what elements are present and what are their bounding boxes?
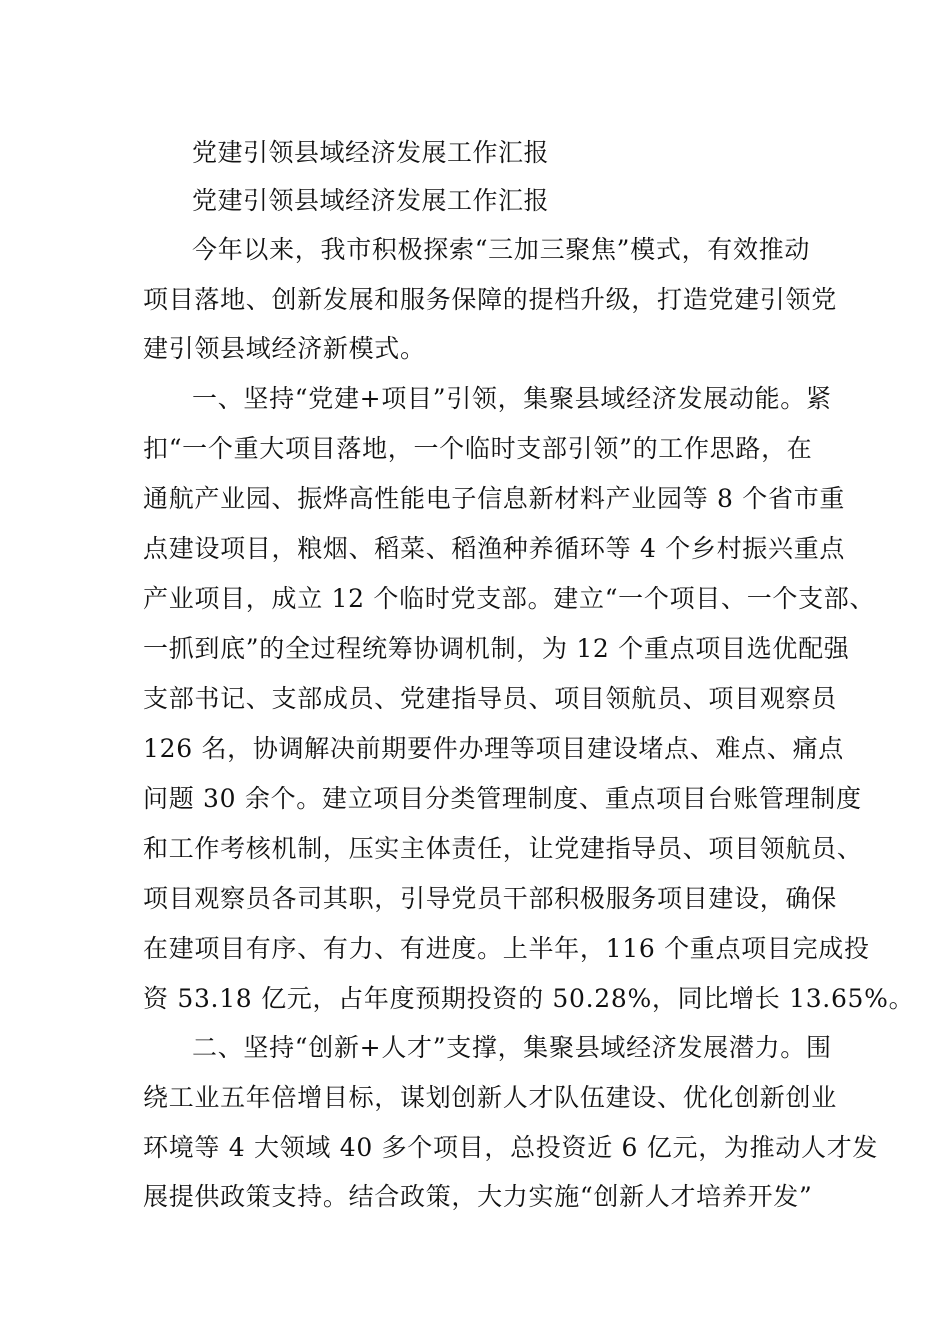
paragraph-line: 今年以来，我市积极探索“三加三聚焦”模式，有效推动 [192,235,811,264]
paragraph-line: 126 名，协调解决前期要件办理等项目建设堵点、难点、痛点 [143,734,844,763]
paragraph-line: 二、坚持“创新+人才”支撑，集聚县域经济发展潜力。围 [192,1033,832,1062]
paragraph-line: 支部书记、支部成员、党建指导员、项目领航员、项目观察员 [143,684,837,713]
paragraph-line: 建引领县域经济新模式。 [143,334,426,363]
paragraph-line: 问题 30 余个。建立项目分类管理制度、重点项目台账管理制度 [143,784,862,813]
paragraph-line: 绕工业五年倍增目标，谋划创新人才队伍建设、优化创新创业 [143,1083,837,1112]
paragraph-line: 环境等 4 大领域 40 多个项目，总投资近 6 亿元，为推动人才发 [143,1133,879,1162]
paragraph-line: 和工作考核机制，压实主体责任，让党建指导员、项目领航员、 [143,834,863,863]
paragraph-line: 项目落地、创新发展和服务保障的提档升级，打造党建引领党 [143,285,837,314]
paragraph-line: 扣“一个重大项目落地，一个临时支部引领”的工作思路，在 [143,434,813,463]
document-subtitle: 党建引领县域经济发展工作汇报 [192,186,550,215]
document-title: 党建引领县域经济发展工作汇报 [192,138,550,167]
paragraph-line: 一抓到底”的全过程统筹协调机制，为 12 个重点项目选优配强 [143,634,850,663]
paragraph-line: 产业项目，成立 12 个临时党支部。建立“一个项目、一个支部、 [143,584,876,613]
paragraph-line: 一、坚持“党建+项目”引领，集聚县域经济发展动能。紧 [192,384,832,413]
paragraph-line: 通航产业园、振烨高性能电子信息新材料产业园等 8 个省市重 [143,484,846,513]
paragraph-line: 资 53.18 亿元，占年度预期投资的 50.28%，同比增长 13.65%。 [143,984,915,1013]
paragraph-line: 项目观察员各司其职，引导党员干部积极服务项目建设，确保 [143,884,837,913]
paragraph-line: 在建项目有序、有力、有进度。上半年，116 个重点项目完成投 [143,934,870,963]
paragraph-line: 展提供政策支持。结合政策，大力实施“创新人才培养开发” [143,1182,813,1211]
paragraph-line: 点建设项目，粮烟、稻菜、稻渔种养循环等 4 个乡村振兴重点 [143,534,846,563]
